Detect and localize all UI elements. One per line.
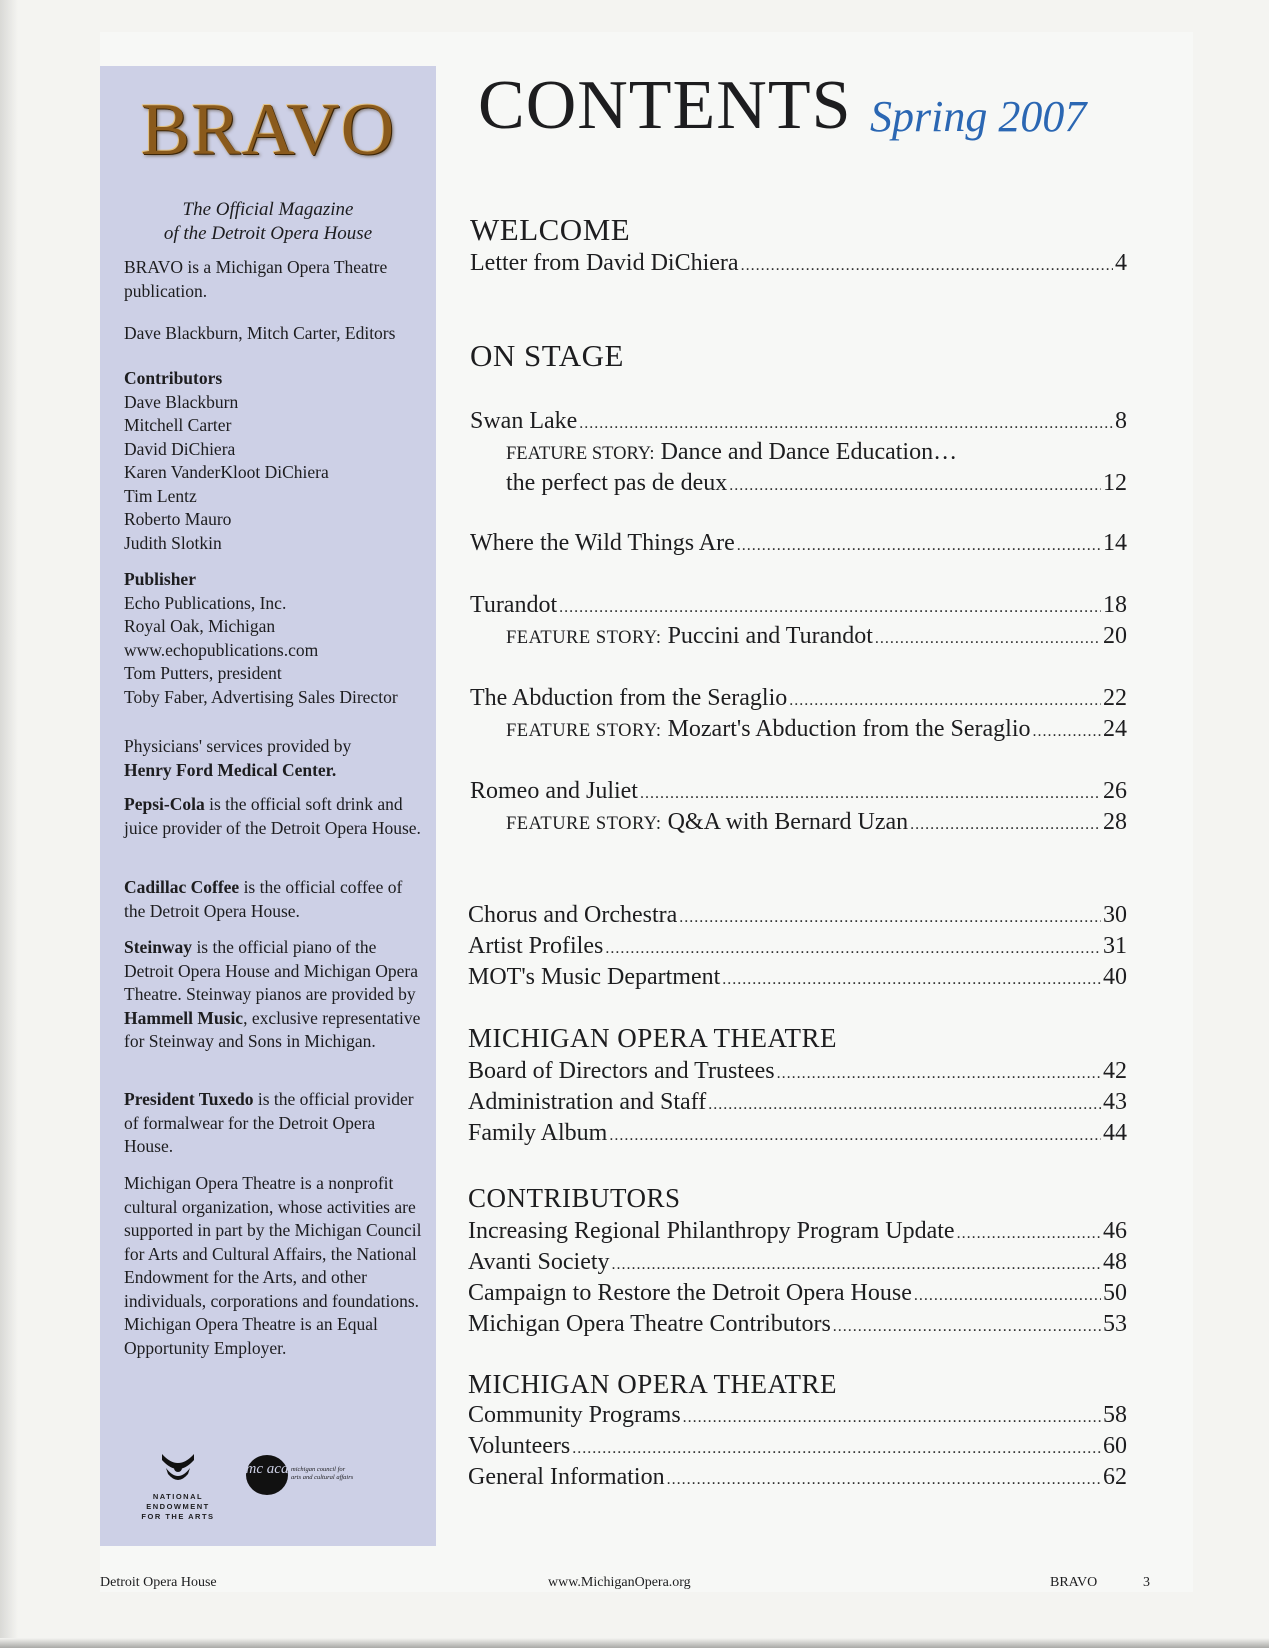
toc-page-number: 40 — [1103, 964, 1127, 990]
toc-entry-title: Letter from David DiChiera — [470, 250, 739, 276]
pepsi-sponsor — [124, 793, 424, 840]
pepsi-sponsor-text: is the official soft drink and juice provider of the Detroit Opera House. — [124, 794, 421, 838]
tuxedo-sponsor — [124, 1088, 424, 1159]
nea-logo-text — [136, 1492, 220, 1522]
leader-dots — [640, 779, 1101, 809]
publisher-block — [124, 568, 424, 709]
mcaca-logo-text — [291, 1466, 391, 1482]
leader-dots — [789, 686, 1101, 716]
toc-entry-title: Dance and Dance Education… — [660, 439, 958, 465]
contributor-name: Tim Lentz — [124, 485, 197, 506]
leader-dots — [777, 1059, 1101, 1089]
physicians-text: Physicians' services provided by — [124, 736, 352, 756]
toc-entry-title: Volunteers — [468, 1433, 571, 1459]
footer-magazine-name: BRAVO — [1050, 1575, 1098, 1590]
leader-dots — [1032, 717, 1101, 747]
toc-page-number: 30 — [1103, 902, 1127, 928]
toc-entry-title: General Information — [468, 1464, 665, 1490]
feature-story-label: FEATURE STORY: — [506, 444, 655, 464]
toc-entry-title: Turandot — [470, 592, 558, 618]
toc-entry-title: Michigan Opera Theatre Contributors — [468, 1311, 831, 1337]
leader-dots — [957, 1219, 1101, 1249]
toc-entry-title: Increasing Regional Philanthropy Program Update — [468, 1218, 955, 1244]
toc-entry[interactable] — [506, 468, 1127, 501]
toc-feature-entry[interactable] — [506, 714, 1127, 747]
contributor-name: Judith Slotkin — [124, 532, 222, 553]
mcaca-text-line: michigan council for — [291, 1466, 346, 1473]
toc-entry-title: Board of Directors and Trustees — [468, 1058, 775, 1084]
nonprofit-statement: Michigan Opera Theatre is a nonprofit cultural organization, whose activities are supported in part by the Michigan Council for Arts and Cultural Affairs, the National Endowment for the Arts, and other individuals, corporations and foundations. Michigan Opera Theatre is an Equal Opportunity Employer. — [124, 1173, 422, 1358]
mcaca-logo-icon — [244, 1452, 290, 1503]
publisher-website: www.echopublications.com — [124, 639, 319, 660]
tagline-line-1: The Official Magazine — [182, 199, 354, 220]
toc-page-number: 43 — [1103, 1089, 1127, 1115]
toc-entry[interactable] — [470, 683, 1127, 716]
toc-entry[interactable] — [468, 1431, 1127, 1464]
footer-venue: Detroit Opera House — [100, 1575, 217, 1590]
issue-season: Spring 2007 — [870, 92, 1087, 141]
toc-entry[interactable] — [468, 1087, 1127, 1120]
toc-entry[interactable] — [468, 1247, 1127, 1280]
leader-dots — [609, 1121, 1101, 1151]
toc-feature-entry[interactable] — [506, 437, 957, 469]
toc-entry-title: Community Programs — [468, 1402, 681, 1428]
magazine-tagline — [100, 198, 436, 246]
publisher-line: Toby Faber, Advertising Sales Director — [124, 686, 398, 707]
contributors-block — [124, 367, 424, 555]
toc-page-number: 48 — [1103, 1249, 1127, 1275]
toc-page-number: 20 — [1103, 623, 1127, 649]
leader-dots — [679, 903, 1101, 933]
masthead-sidebar — [100, 66, 436, 1546]
toc-entry-title: MOT's Music Department — [468, 964, 721, 990]
section-heading-on-stage: ON STAGE — [470, 338, 624, 373]
contributor-name: Karen VanderKloot DiChiera — [124, 462, 329, 482]
leader-dots — [579, 409, 1113, 439]
toc-entry[interactable] — [470, 776, 1127, 809]
toc-entry[interactable] — [468, 1278, 1127, 1311]
toc-feature-entry[interactable] — [506, 621, 1127, 654]
toc-entry[interactable] — [470, 528, 1127, 561]
toc-entry[interactable] — [468, 1309, 1127, 1342]
physicians-sponsor-name: Henry Ford Medical Center. — [124, 759, 337, 780]
editors-line: Dave Blackburn, Mitch Carter, Editors — [124, 323, 396, 343]
mcaca-logo-letters: mc aca — [245, 1461, 289, 1477]
toc-page-number: 44 — [1103, 1120, 1127, 1146]
mcaca-text-line: arts and cultural affairs — [291, 1474, 354, 1481]
steinway-sponsor-name: Steinway — [124, 937, 193, 957]
toc-page-number: 31 — [1103, 933, 1127, 959]
leader-dots — [741, 251, 1113, 281]
toc-entry-title: The Abduction from the Seraglio — [470, 685, 788, 711]
page-bottom-shadow — [0, 1638, 1269, 1648]
toc-page-number: 60 — [1103, 1433, 1127, 1459]
toc-entry[interactable] — [468, 931, 1127, 964]
toc-entry-title: Family Album — [468, 1120, 608, 1146]
leader-dots — [572, 1434, 1101, 1464]
bravo-logo: BRAVO — [140, 89, 396, 171]
toc-entry[interactable] — [470, 248, 1127, 281]
toc-entry-title: Artist Profiles — [468, 933, 604, 959]
toc-entry-title: Puccini and Turandot — [667, 623, 873, 649]
leader-dots — [683, 1403, 1101, 1433]
tagline-line-2: of the Detroit Opera House — [163, 223, 373, 244]
tuxedo-sponsor-text: is the official provider of formalwear for the Detroit Opera House. — [124, 1089, 414, 1156]
leader-dots — [559, 593, 1101, 623]
section-heading-michigan-opera-theatre: MICHIGAN OPERA THEATRE — [468, 1023, 838, 1053]
nea-text-line: NATIONAL — [152, 1492, 204, 1501]
leader-dots — [914, 1281, 1101, 1311]
page-gutter-shadow — [0, 0, 18, 1648]
toc-entry-title: Where the Wild Things Are — [470, 530, 735, 556]
steinway-sponsor-text-end: , exclusive representative for Steinway and Sons in Michigan. — [124, 1007, 421, 1051]
toc-page-number: 22 — [1103, 685, 1127, 711]
toc-page-number: 42 — [1103, 1058, 1127, 1084]
pepsi-sponsor-name: Pepsi-Cola — [124, 794, 205, 814]
physicians-sponsor — [124, 735, 424, 782]
leader-dots — [667, 1465, 1101, 1495]
toc-entry-title: Mozart's Abduction from the Seraglio — [667, 716, 1031, 742]
toc-page-number: 26 — [1103, 778, 1127, 804]
section-heading-welcome: WELCOME — [470, 212, 631, 247]
toc-page-number: 28 — [1103, 809, 1127, 835]
toc-entry[interactable] — [470, 590, 1127, 623]
feature-story-label: FEATURE STORY: — [506, 814, 662, 834]
contributor-name: Roberto Mauro — [124, 509, 232, 529]
steinway-sponsor — [124, 936, 424, 1054]
nea-text-line: ENDOWMENT — [146, 1502, 210, 1511]
contributor-name: Dave Blackburn — [124, 391, 239, 412]
toc-entry[interactable] — [468, 1462, 1127, 1495]
nea-logo-icon — [146, 1448, 210, 1493]
toc-feature-entry[interactable] — [506, 807, 1127, 840]
toc-page-number: 53 — [1103, 1311, 1127, 1337]
publisher-line: Royal Oak, Michigan — [124, 616, 276, 636]
steinway-sponsor-text: is the official piano of the Detroit Opera House and Michigan Opera Theatre. Steinway pianos are provided by — [124, 937, 418, 1004]
toc-entry-title: the perfect pas de deux — [506, 470, 728, 496]
section-heading-michigan-opera-theatre-2: MICHIGAN OPERA THEATRE — [468, 1369, 838, 1399]
tuxedo-sponsor-name: President Tuxedo — [124, 1089, 254, 1109]
toc-page-number: 8 — [1115, 408, 1127, 434]
leader-dots — [737, 531, 1101, 561]
toc-entry-title: Q&A with Bernard Uzan — [667, 809, 909, 835]
contributors-heading: Contributors — [124, 368, 223, 388]
toc-page-number: 4 — [1115, 250, 1127, 276]
toc-page-number: 46 — [1103, 1218, 1127, 1244]
toc-entry[interactable] — [470, 406, 1127, 439]
toc-page-number: 50 — [1103, 1280, 1127, 1306]
toc-entry[interactable] — [468, 1118, 1127, 1151]
toc-entry-title: Campaign to Restore the Detroit Opera House — [468, 1280, 912, 1306]
toc-entry-title: Swan Lake — [470, 408, 578, 434]
cadillac-sponsor-text: is the official coffee of the Detroit Opera House. — [124, 877, 403, 921]
toc-page-number: 12 — [1103, 470, 1127, 496]
toc-entry-title: Romeo and Juliet — [470, 778, 638, 804]
leader-dots — [875, 624, 1101, 654]
page-title: CONTENTS — [478, 67, 852, 144]
feature-story-label: FEATURE STORY: — [506, 628, 662, 648]
nea-text-line: FOR THE ARTS — [141, 1512, 215, 1521]
contributor-name: Mitchell Carter — [124, 415, 232, 435]
toc-entry[interactable] — [468, 1400, 1127, 1433]
toc-page-number: 62 — [1103, 1464, 1127, 1490]
toc-page-number: 14 — [1103, 530, 1127, 556]
publisher-line: Echo Publications, Inc. — [124, 592, 287, 613]
leader-dots — [910, 810, 1101, 840]
toc-entry[interactable] — [468, 1056, 1127, 1089]
cadillac-sponsor-name: Cadillac Coffee — [124, 877, 240, 897]
publication-note: BRAVO is a Michigan Opera Theatre publication. — [124, 257, 388, 301]
toc-page-number: 24 — [1103, 716, 1127, 742]
leader-dots — [729, 471, 1101, 501]
leader-dots — [708, 1090, 1101, 1120]
leader-dots — [605, 934, 1101, 964]
toc-entry-title: Chorus and Orchestra — [468, 902, 678, 928]
toc-entry[interactable] — [468, 962, 1127, 995]
toc-entry[interactable] — [468, 900, 1127, 933]
publisher-line: Tom Putters, president — [124, 663, 282, 683]
toc-entry-title: Administration and Staff — [468, 1089, 707, 1115]
contributor-name: David DiChiera — [124, 438, 236, 459]
toc-page-number: 58 — [1103, 1402, 1127, 1428]
hammell-sponsor-name: Hammell Music — [124, 1007, 244, 1028]
publisher-heading: Publisher — [124, 569, 196, 589]
toc-entry[interactable] — [468, 1216, 1127, 1249]
footer-page-number: 3 — [1143, 1575, 1150, 1590]
section-heading-contributors: CONTRIBUTORS — [468, 1183, 681, 1213]
toc-page-number: 18 — [1103, 592, 1127, 618]
leader-dots — [833, 1312, 1101, 1342]
funder-logos — [136, 1448, 406, 1528]
toc-entry-title: Avanti Society — [468, 1249, 610, 1275]
feature-story-label: FEATURE STORY: — [506, 721, 662, 741]
cadillac-sponsor — [124, 876, 424, 923]
leader-dots — [722, 965, 1101, 995]
leader-dots — [612, 1250, 1101, 1280]
footer-website[interactable]: www.MichiganOpera.org — [548, 1575, 691, 1590]
